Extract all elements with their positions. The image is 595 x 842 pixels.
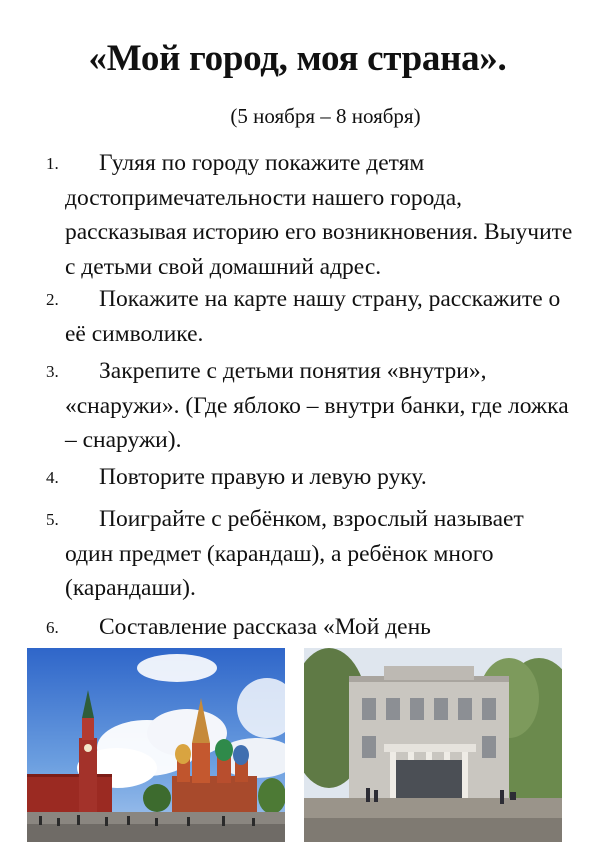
theatre-illustration [304, 648, 562, 842]
item-text: Покажите на карте нашу страну, расскажите о её символике. [65, 286, 561, 347]
red-square-illustration [27, 648, 285, 842]
item-number: 6. [46, 618, 59, 637]
page-title: «Мой город, моя страна». [88, 38, 507, 79]
item-text: Повторите правую и левую руку. [99, 464, 427, 490]
item-text: Составление рассказа «Мой день [99, 614, 431, 640]
date-range: (5 ноября – 8 ноября) [230, 104, 421, 128]
item-text: Закрепите с детьми понятия «внутри», «снаружи». (Где яблоко – внутри банки, где ложка – снаружи). [65, 358, 569, 453]
item-number: 3. [46, 362, 59, 381]
item-number: 2. [46, 290, 59, 309]
item-number: 5. [46, 510, 59, 529]
photo-red-square [27, 648, 285, 842]
item-number: 1. [46, 154, 59, 173]
item-text: Гуляя по городу покажите детям достопримечательности нашего города, рассказывая историю его возникновения. Выучите с детьми свой домашний адрес. [65, 150, 573, 280]
photo-theatre-building [304, 648, 562, 842]
item-text: Поиграйте с ребёнком, взрослый называет один предмет (карандаш), а ребёнок много (карандаши). [65, 506, 524, 601]
item-number: 4. [46, 468, 59, 487]
